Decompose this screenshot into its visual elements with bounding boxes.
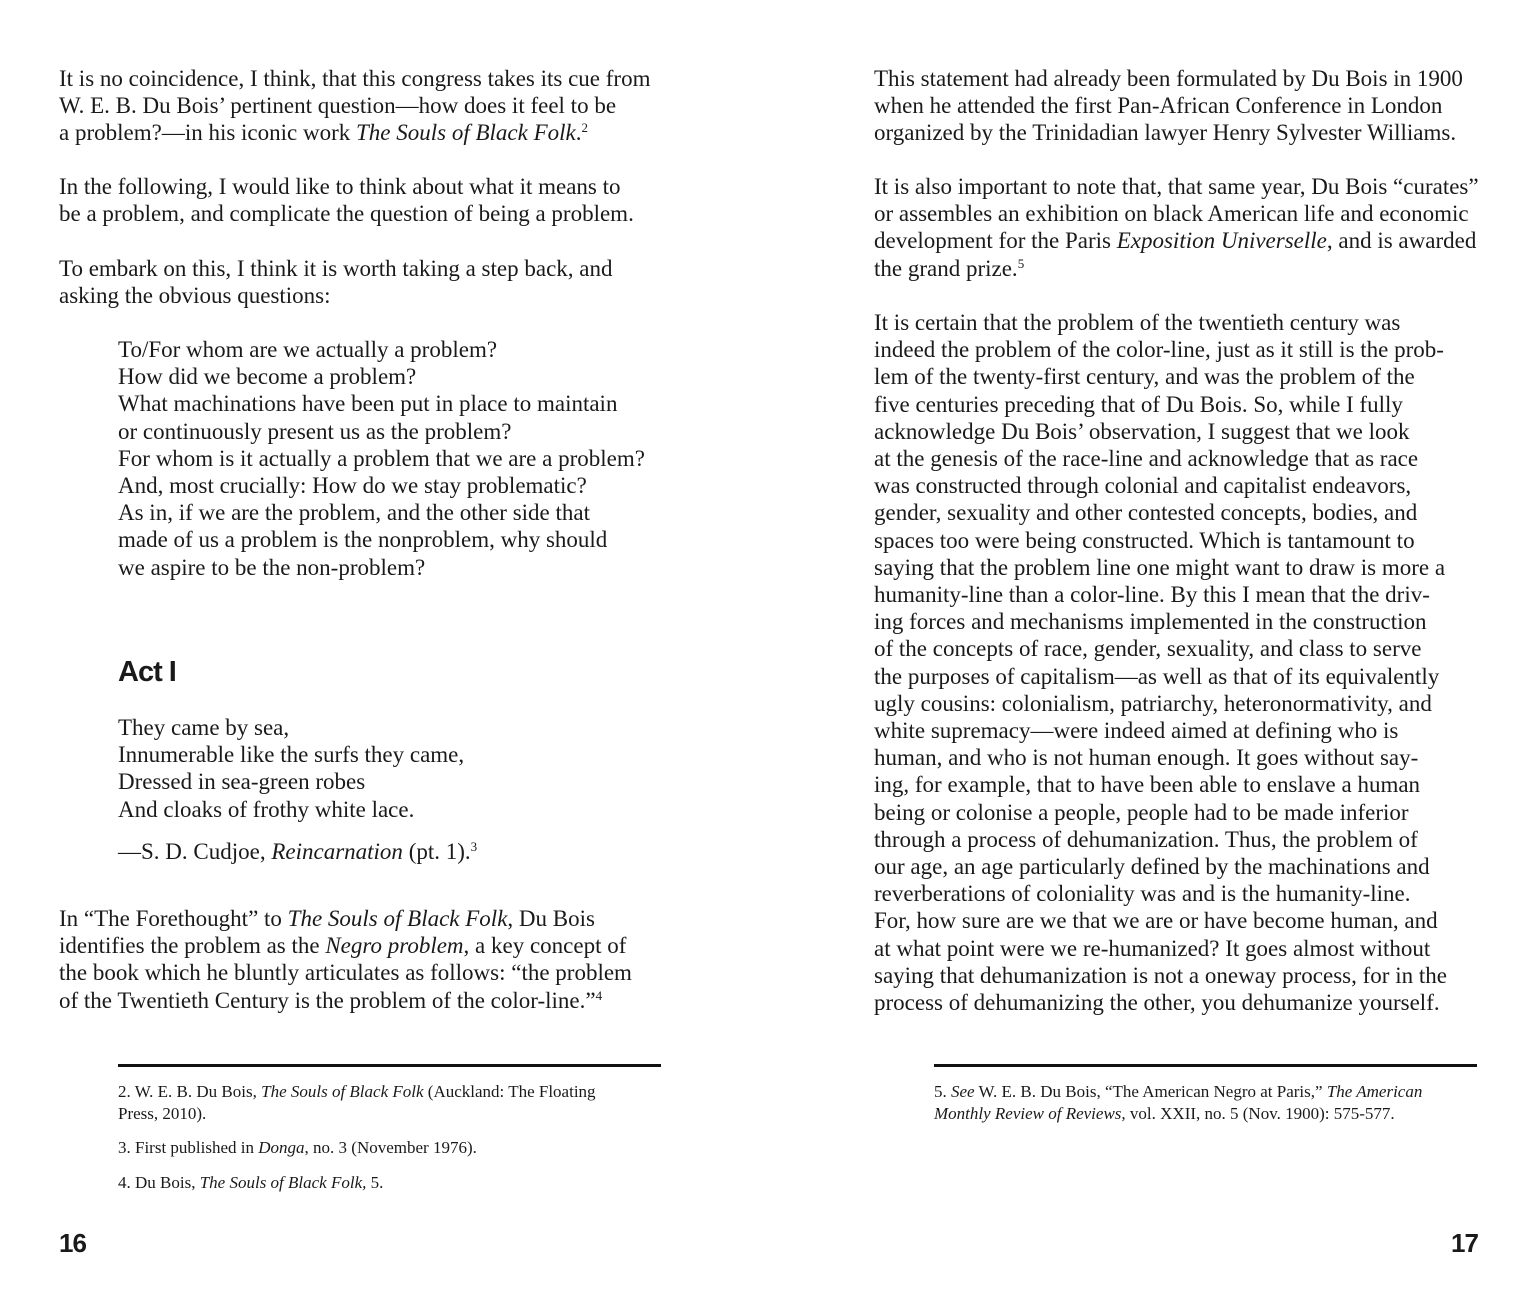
text-line: our age, an age particularly defined by the machinations and bbox=[874, 854, 1430, 880]
text-line: being or colonise a people, people had to be made inferior bbox=[874, 799, 1409, 825]
poem-line: Innumerable like the surfs they came, bbox=[118, 742, 465, 768]
footnote-ref: 4 bbox=[595, 987, 603, 1003]
text-line: a problem?—in his iconic work The Souls of Black Folk.$^2$ bbox=[59, 120, 589, 146]
poem-line: They came by sea, bbox=[118, 715, 290, 740]
text-line: acknowledge Du Bois’ observation, I suggest that we look bbox=[874, 418, 1410, 444]
text-line: was constructed through colonial and capitalist endeavors, bbox=[874, 473, 1412, 499]
text-line: It is certain that the problem of the twentieth century was bbox=[874, 310, 1401, 335]
footnote-ref: 2 bbox=[581, 120, 589, 136]
footnote-2: 2. W. E. B. Du Bois, The Souls of Black Folk (Auckland: The Floating Press, 2010). bbox=[118, 1082, 596, 1123]
text-line: saying that dehumanization is not a oneway process, for in the bbox=[874, 962, 1447, 988]
text-line: or assembles an exhibition on black American life and economic bbox=[874, 201, 1469, 227]
text-line: identifies the problem as the Negro problem, a key concept of bbox=[59, 933, 627, 959]
text-line: the grand prize.$^5$ bbox=[874, 255, 1025, 281]
questions-block bbox=[118, 336, 645, 581]
text-line: the book which he bluntly articulates as follows: “the problem bbox=[59, 960, 632, 986]
question-line: What machinations have been put in place to maintain bbox=[118, 391, 618, 417]
text-line: of the concepts of race, gender, sexuality, and class to serve bbox=[874, 636, 1422, 662]
text-line: It is no coincidence, I think, that this congress takes its cue from bbox=[59, 66, 651, 91]
paragraph-following bbox=[59, 173, 634, 227]
paragraph-exhibition bbox=[874, 173, 1479, 282]
text-line: human, and who is not human enough. It goes without say- bbox=[874, 745, 1419, 771]
text-line: through a process of dehumanization. Thus, the problem of bbox=[874, 826, 1418, 852]
exposition-title: Exposition Universelle bbox=[1116, 228, 1327, 254]
text-line: be a problem, and complicate the question of being a problem. bbox=[59, 201, 634, 227]
footnote-5: 5. See W. E. B. Du Bois, “The American Negro at Paris,” The American Monthly Review of Reviews, vol. XXII, no. 5 (Nov. 1900): 575-577. bbox=[934, 1082, 1423, 1123]
text-line: To embark on this, I think it is worth taking a step back, and bbox=[59, 256, 613, 281]
text-line: humanity-line than a color-line. By this I mean that the driv- bbox=[874, 582, 1430, 608]
paragraph-forethought bbox=[59, 905, 632, 1014]
poem-line: And cloaks of frothy white lace. bbox=[118, 796, 415, 822]
poem-block bbox=[118, 714, 464, 823]
page-number: 16 bbox=[59, 1228, 86, 1258]
page-number: 17 bbox=[1451, 1228, 1478, 1258]
book-title: The Souls of Black Folk bbox=[287, 906, 508, 931]
text-line: It is also important to note that, that same year, Du Bois “curates” bbox=[874, 174, 1479, 199]
term-emphasis: Negro problem bbox=[325, 933, 464, 959]
question-line: To/For whom are we actually a problem? bbox=[118, 337, 498, 362]
question-line: made of us a problem is the nonproblem, why should bbox=[118, 527, 608, 553]
question-line: And, most crucially: How do we stay problematic? bbox=[118, 473, 587, 499]
footnote-divider bbox=[934, 1064, 1477, 1067]
text-line: asking the obvious questions: bbox=[59, 283, 331, 309]
text-line: gender, sexuality and other contested concepts, bodies, and bbox=[874, 500, 1418, 526]
question-line: How did we become a problem? bbox=[118, 364, 417, 390]
text-line: This statement had already been formulated by Du Bois in 1900 bbox=[874, 66, 1463, 91]
paragraph-humanity-line bbox=[874, 309, 1447, 1016]
text-line: ing, for example, that to have been able to enslave a human bbox=[874, 772, 1421, 798]
footnote-3: 3. First published in Donga, no. 3 (November 1976). bbox=[118, 1138, 477, 1157]
text-line: In “The Forethought” to The Souls of Black Folk, Du Bois bbox=[59, 906, 595, 931]
text-line: saying that the problem line one might want to draw is more a bbox=[874, 554, 1446, 580]
footnote-divider bbox=[118, 1064, 661, 1067]
section-heading: Act I bbox=[118, 656, 176, 688]
text-line: process of dehumanizing the other, you dehumanize yourself. bbox=[874, 990, 1440, 1016]
paragraph-intro bbox=[59, 65, 650, 147]
text-line: In the following, I would like to think about what it means to bbox=[59, 174, 621, 199]
text-line: at what point were we re-humanized? It goes almost without bbox=[874, 935, 1431, 961]
text-line: organized by the Trinidadian lawyer Henry Sylvester Williams. bbox=[874, 120, 1457, 146]
paragraph-statement bbox=[874, 65, 1463, 147]
footnote-4: 4. Du Bois, The Souls of Black Folk, 5. bbox=[118, 1173, 384, 1192]
text-line: at the genesis of the race-line and acknowledge that as race bbox=[874, 446, 1419, 472]
text-line: the purposes of capitalism—as well as that of its equivalently bbox=[874, 663, 1440, 689]
footnote-ref: 5 bbox=[1017, 255, 1025, 271]
text-line: ing forces and mechanisms implemented in the construction bbox=[874, 609, 1427, 635]
text-line: ugly cousins: colonialism, patriarchy, heteronormativity, and bbox=[874, 690, 1432, 716]
text-line: lem of the twenty-first century, and was the problem of the bbox=[874, 364, 1415, 390]
text-line: indeed the problem of the color-line, just as it still is the prob- bbox=[874, 337, 1444, 363]
footnote-ref: 3 bbox=[470, 839, 478, 854]
text-line: spaces too were being constructed. Which is tantamount to bbox=[874, 527, 1415, 553]
question-line: we aspire to be the non-problem? bbox=[118, 554, 426, 580]
question-line: or continuously present us as the problem? bbox=[118, 418, 512, 444]
text-line: W. E. B. Du Bois’ pertinent question—how does it feel to be bbox=[59, 93, 617, 119]
text-line: development for the Paris Exposition Universelle, and is awarded bbox=[874, 228, 1477, 254]
book-title: The Souls of Black Folk bbox=[356, 120, 576, 146]
text-line: when he attended the first Pan-African Conference in London bbox=[874, 93, 1443, 119]
poem-title: Reincarnation bbox=[271, 839, 403, 864]
text-line: white supremacy—were indeed aimed at defining who is bbox=[874, 718, 1399, 744]
question-line: For whom is it actually a problem that we are a problem? bbox=[118, 445, 645, 471]
paragraph-embark bbox=[59, 255, 612, 309]
text-line: reverberations of coloniality was and is the humanity-line. bbox=[874, 881, 1411, 907]
text-line: of the Twentieth Century is the problem of the color-line.”$^4$ bbox=[59, 987, 603, 1013]
page-right bbox=[768, 0, 1536, 1299]
poem-attribution: —S. D. Cudjoe, Reincarnation (pt. 1).$^3$ bbox=[118, 839, 478, 864]
question-line: As in, if we are the problem, and the other side that bbox=[118, 500, 590, 526]
text-line: For, how sure are we that we are or have become human, and bbox=[874, 908, 1438, 934]
poem-line: Dressed in sea-green robes bbox=[118, 769, 366, 795]
text-line: five centuries preceding that of Du Bois. So, while I fully bbox=[874, 391, 1403, 417]
